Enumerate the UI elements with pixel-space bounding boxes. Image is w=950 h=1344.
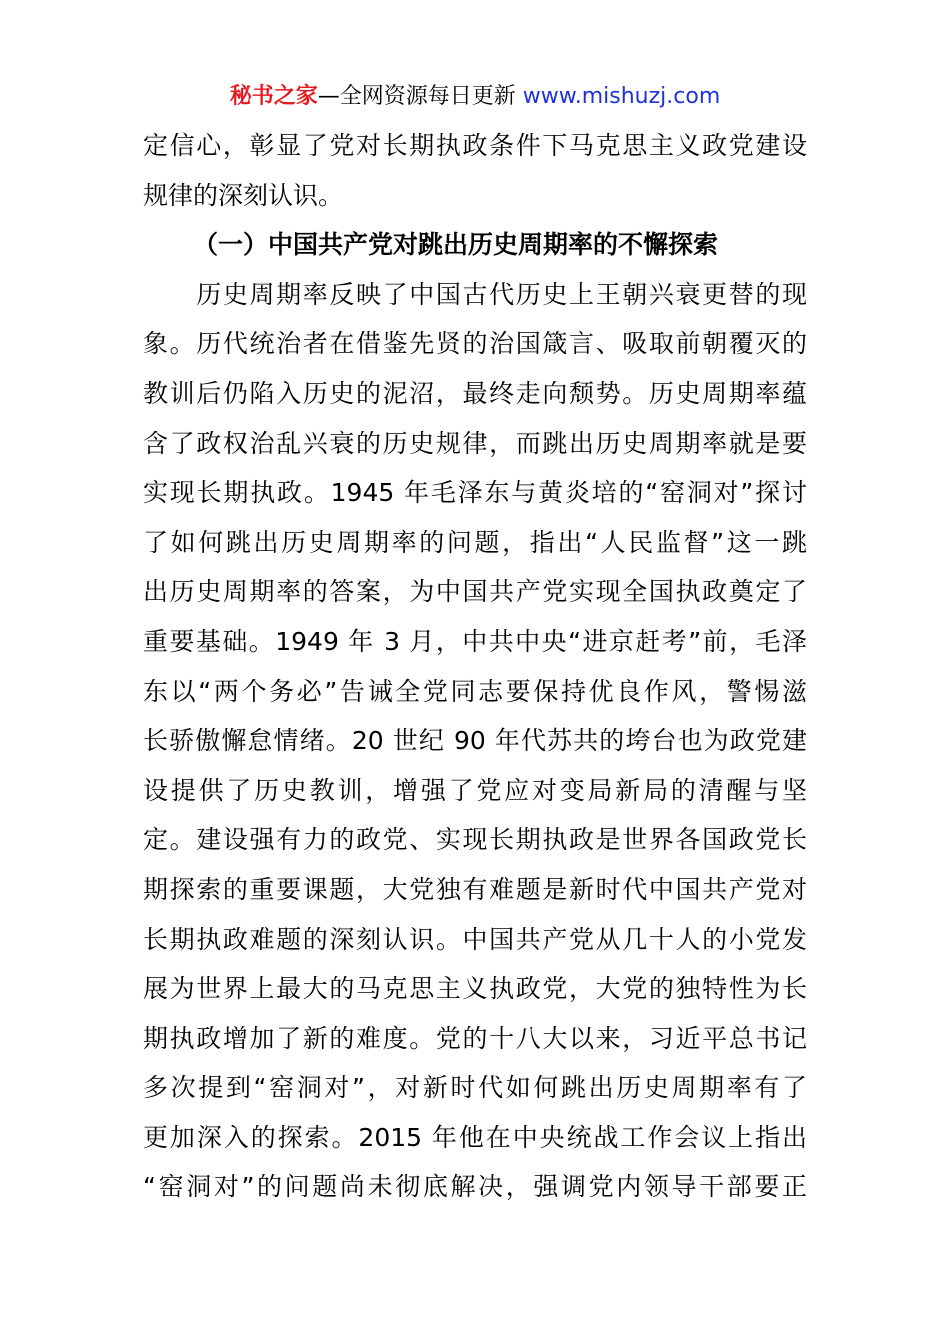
text-line: 期执政增加了新的难度。党的十八大以来，习近平总书记 <box>143 1023 807 1053</box>
text-line: 设提供了历史教训，增强了党应对变局新局的清醒与坚 <box>143 775 807 805</box>
text-line: 教训后仍陷入历史的泥沼，最终走向颓势。历史周期率蕴 <box>143 378 807 408</box>
document-body <box>143 121 807 1212</box>
text-line: 更加深入的探索。2015 年他在中央统战工作会议上指出 <box>143 1122 807 1152</box>
text-line: 出历史周期率的答案，为中国共产党实现全国执政奠定了 <box>143 577 807 607</box>
text-line: “窑洞对”的问题尚未彻底解决，强调党内领导干部要正 <box>143 1172 807 1202</box>
text-line: 多次提到“窑洞对”，对新时代如何跳出历史周期率有了 <box>143 1073 807 1103</box>
text-line: 长期执政难题的深刻认识。中国共产党从几十人的小党发 <box>143 924 807 954</box>
text-line: 象。历代统治者在借鉴先贤的治国箴言、吸取前朝覆灭的 <box>143 329 807 359</box>
text-line: 定信心，彰显了党对长期执政条件下马克思主义政党建设 <box>143 131 807 160</box>
text-line: 规律的深刻认识。 <box>143 180 344 210</box>
text-line: 长骄傲懈怠情绪。20 世纪 90 年代苏共的垮台也为政党建 <box>143 726 807 756</box>
site-brand: 秘书之家 <box>229 84 318 109</box>
text-line: 了如何跳出历史周期率的问题，指出“人民监督”这一跳 <box>143 527 807 557</box>
site-url-link[interactable]: www.mishuzj.com <box>515 84 721 109</box>
text-line: 含了政权治乱兴衰的历史规律，而跳出历史周期率就是要 <box>143 428 807 458</box>
site-header <box>0 80 950 114</box>
text-line: 定。建设强有力的政党、实现长期执政是世界各国政党长 <box>143 825 807 855</box>
section-heading: （一）中国共产党对跳出历史周期率的不懈探索 <box>193 230 719 260</box>
text-line: 重要基础。1949 年 3 月，中共中央“进京赶考”前，毛泽 <box>143 626 807 656</box>
text-line: 东以“两个务必”告诫全党同志要保持优良作风，警惕滋 <box>143 676 807 706</box>
text-line: 展为世界上最大的马克思主义执政党，大党的独特性为长 <box>143 974 807 1004</box>
site-slogan: —全网资源每日更新 <box>317 84 516 109</box>
text-line: 实现长期执政。1945 年毛泽东与黄炎培的“窑洞对”探讨 <box>143 478 807 508</box>
text-line: 历史周期率反映了中国古代历史上王朝兴衰更替的现 <box>143 279 807 309</box>
text-line: 期探索的重要课题，大党独有难题是新时代中国共产党对 <box>143 874 807 904</box>
